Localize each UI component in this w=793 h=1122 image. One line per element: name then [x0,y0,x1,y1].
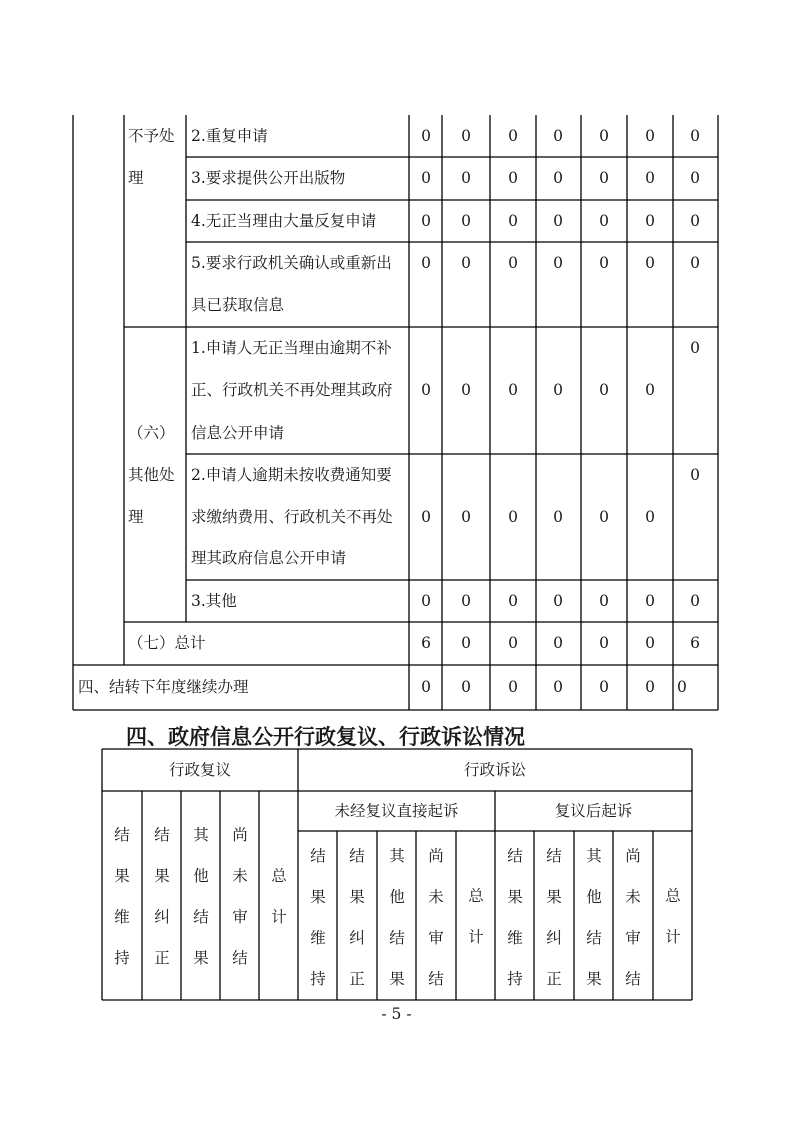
carry-value: 0 [508,678,518,696]
carry-value: 0 [677,678,687,696]
col-header-upheld: 结 果 维 持 [310,847,326,988]
cell-value: 0 [461,212,471,230]
cell-value: 0 [599,508,609,526]
cell-value: 0 [461,169,471,187]
cell-value: 0 [421,381,431,399]
cell-value: 0 [553,508,563,526]
col-header-upheld: 结 果 维 持 [507,847,523,988]
cell-value: 0 [461,254,471,272]
cell-value: 0 [421,127,431,145]
total-value: 0 [508,634,518,652]
carry-value: 0 [645,678,655,696]
cell-value: 0 [645,381,655,399]
row-label: 1.申请人无正当理由逾期不补 [191,339,392,357]
row-label-cont: 求缴纳费用、行政机关不再处 [191,508,393,526]
col-header-pending: 尚 未 审 结 [625,847,641,988]
cell-value: 0 [645,592,655,610]
section-heading: 四、政府信息公开行政复议、行政诉讼情况 [126,725,525,749]
cell-value: 0 [599,169,609,187]
cell-value: 0 [461,508,471,526]
page-number: - 5 - [381,1005,412,1023]
cell-value: 0 [461,592,471,610]
cell-value: 0 [645,127,655,145]
row-label: 3.要求提供公开出版物 [191,169,346,187]
cell-value: 0 [690,466,700,484]
group-label-buyu-cont: 理 [128,169,144,187]
col-header-other: 其 他 结 果 [389,847,405,988]
after-review-lawsuit-header: 复议后起诉 [554,802,633,820]
cell-value: 0 [508,127,518,145]
carry-value: 0 [461,678,471,696]
row-label: 5.要求行政机关确认或重新出 [191,254,392,272]
cell-value: 0 [553,212,563,230]
cell-value: 0 [553,381,563,399]
cell-value: 0 [690,212,700,230]
cell-value: 0 [553,254,563,272]
cell-value: 0 [421,212,431,230]
review-header: 行政复议 [168,761,231,779]
col-header-pending: 尚 未 审 结 [428,847,444,988]
col-header-corrected: 结 果 纠 正 [349,847,365,988]
row-label-cont: 理其政府信息公开申请 [191,549,347,567]
cell-value: 0 [508,381,518,399]
carry-value: 0 [421,678,431,696]
row-label: 2.申请人逾期未按收费通知要 [191,466,392,484]
row-label-cont: 信息公开申请 [191,424,285,442]
col-header-pending: 尚 未 审 结 [232,826,248,967]
cell-value: 0 [645,212,655,230]
col-header-other: 其 他 结 果 [586,847,602,988]
cell-value: 0 [553,169,563,187]
carry-value: 0 [599,678,609,696]
group-label-other-cont: 理 [128,508,144,526]
total-value: 0 [599,634,609,652]
total-value: 0 [645,634,655,652]
cell-value: 0 [599,127,609,145]
group-label-buyu: 不予处 [128,127,175,145]
cell-value: 0 [421,254,431,272]
cell-value: 0 [599,381,609,399]
col-header-total: 总 计 [665,887,681,946]
col-header-other: 其 他 结 果 [193,826,209,967]
row-label: 4.无正当理由大量反复申请 [191,212,377,230]
col-header-corrected: 结 果 纠 正 [154,826,170,967]
cell-value: 0 [508,212,518,230]
litigation-header: 行政诉讼 [463,761,526,779]
cell-value: 0 [508,508,518,526]
total-value: 6 [690,634,700,652]
row-label-cont: 正、行政机关不再处理其政府 [191,381,393,399]
cell-value: 0 [599,212,609,230]
carry-over-label: 四、结转下年度继续办理 [78,678,249,696]
col-header-total: 总 计 [271,867,287,926]
row-label: 2.重复申请 [191,127,268,145]
cell-value: 0 [421,592,431,610]
cell-value: 0 [599,254,609,272]
cell-value: 0 [508,254,518,272]
row-label-cont: 具已获取信息 [191,296,285,314]
total-value: 0 [461,634,471,652]
col-header-total: 总 计 [468,887,484,946]
col-header-upheld: 结 果 维 持 [114,826,130,967]
cell-value: 0 [645,254,655,272]
cell-value: 0 [690,169,700,187]
cell-value: 0 [690,127,700,145]
carry-value: 0 [553,678,563,696]
group-label-other: 其他处 [128,466,175,484]
col-header-corrected: 结 果 纠 正 [546,847,562,988]
cell-value: 0 [508,169,518,187]
total-label: （七）总计 [128,634,206,652]
total-value: 0 [553,634,563,652]
cell-value: 0 [553,592,563,610]
cell-value: 0 [645,508,655,526]
cell-value: 0 [690,339,700,357]
cell-value: 0 [461,381,471,399]
cell-value: 0 [690,592,700,610]
cell-value: 0 [599,592,609,610]
cell-value: 0 [690,254,700,272]
direct-lawsuit-header: 未经复议直接起诉 [334,802,459,820]
cell-value: 0 [645,169,655,187]
cell-value: 0 [421,169,431,187]
group-label-other-number: （六） [128,424,175,442]
cell-value: 0 [421,508,431,526]
cell-value: 0 [508,592,518,610]
total-value: 6 [421,634,431,652]
cell-value: 0 [461,127,471,145]
row-label: 3.其他 [191,592,237,610]
cell-value: 0 [553,127,563,145]
